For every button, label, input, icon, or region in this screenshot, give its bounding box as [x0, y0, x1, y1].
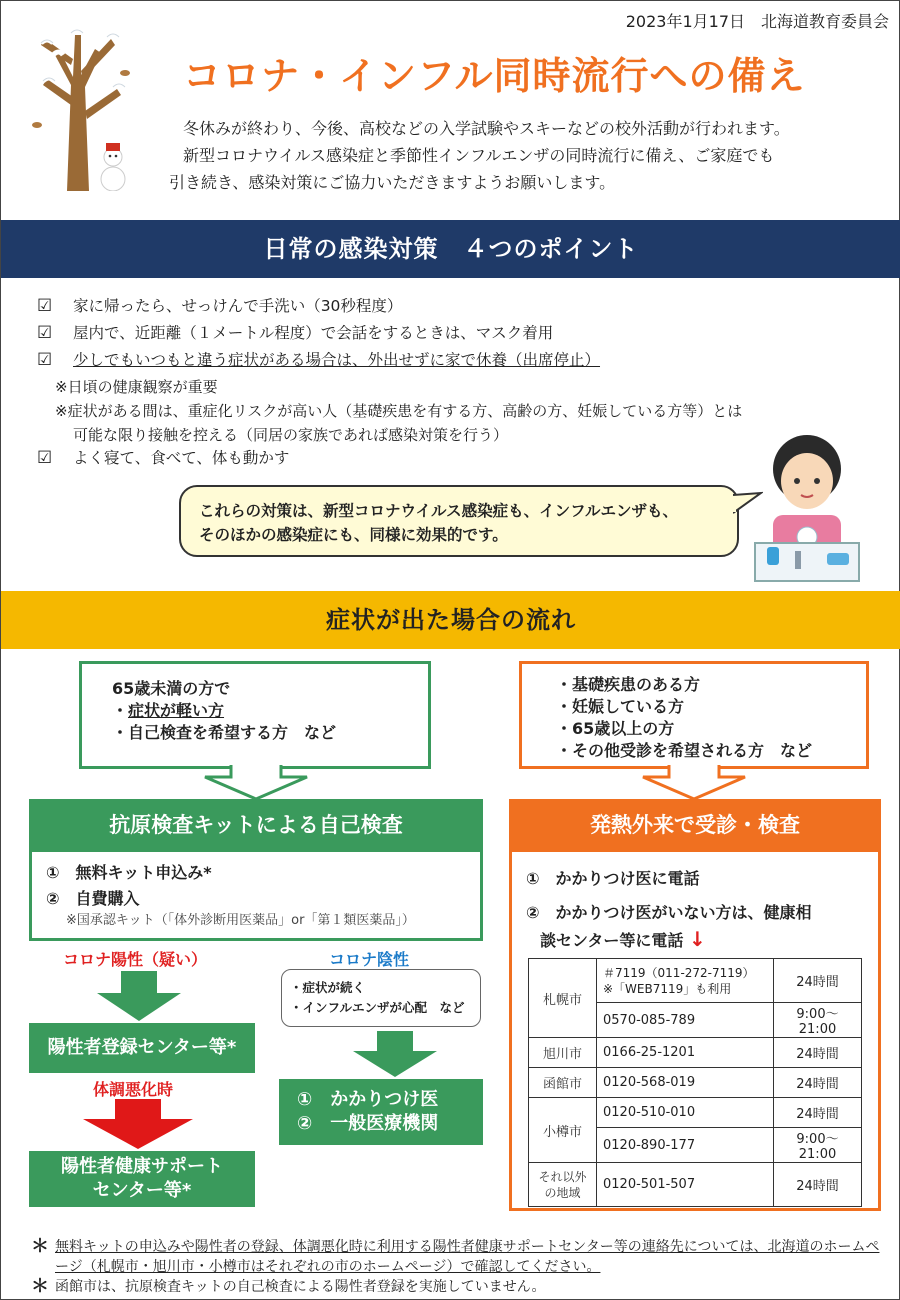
section-heading-symptom-flow: 症状が出た場合の流れ: [1, 591, 900, 649]
intro-line: 冬休みが終わり、今後、高校などの入学試験やスキーなどの校外活動が行われます。: [183, 119, 790, 138]
red-down-arrow-icon: [83, 1099, 193, 1149]
intro-line: 引き続き、感染対策にご協力いただきますようお願いします。: [169, 173, 616, 192]
speech-bubble: これらの対策は、新型コロナウイルス感染症も、インフルエンザも、 そのほかの感染症にも、同様に効果的です。: [179, 485, 739, 557]
footer-note-1: ＊ 無料キットの申込みや陽性者の登録、体調悪化時に利用する陽性者健康サポートセンター等の連絡先については、北海道のホームページ（札幌市・旭川市・小樽市はそれぞれの市のホームページ）で確認してください。: [31, 1236, 880, 1275]
winter-tree-illustration: [25, 15, 137, 191]
covid-positive-label: コロナ陽性（疑い）: [63, 950, 208, 969]
fever-outpatient-box: ① かかりつけ医に電話 ② かかりつけ医がいない方は、健康相 談センター等に電話 ↓: [509, 849, 881, 1211]
handwashing-girl-illustration: [747, 425, 867, 585]
checkbox-icon: ☑: [37, 350, 53, 370]
positive-registration-center-box: 陽性者登録センター等*: [29, 1023, 255, 1073]
point-item: ☑ 少しでもいつもと違う症状がある場合は、外出せずに家で休養（出席停止）: [37, 350, 601, 370]
fever-outpatient-header: 発熱外来で受診・検査: [509, 799, 881, 851]
issue-date: 2023年1月17日 北海道教育委員会: [625, 12, 889, 31]
point-note: ※症状がある間は、重症化リスクが高い人（基礎疾患を有する方、高齢の方、妊娠している方等）とは: [55, 402, 743, 420]
antigen-self-test-box: ① 無料キット申込み* ② 自費購入 ※国承認キット（「体外診断用医薬品」or「第１類医薬品」）: [29, 849, 483, 941]
consultation-phone-table: [528, 958, 862, 1207]
antigen-self-test-header: 抗原検査キットによる自己検査: [29, 799, 483, 851]
table-row: 小樽市 0120-510-010 24時間: [529, 1098, 862, 1128]
point-item: ☑ 屋内で、近距離（１メートル程度）で会話をするときは、マスク着用: [37, 323, 554, 343]
intro-text: [169, 115, 879, 196]
down-arrow-icon: [97, 971, 181, 1021]
page-title: コロナ・インフル同時流行への備え: [183, 54, 806, 98]
down-arrow-icon: [639, 765, 749, 799]
checkbox-icon: ☑: [37, 296, 53, 316]
under65-condition-box: 65歳未満の方で ・症状が軽い方 ・自己検査を希望する方 など: [79, 661, 431, 769]
point-item: ☑ 家に帰ったら、せっけんで手洗い（30秒程度）: [37, 296, 403, 316]
down-arrow-icon: [353, 1031, 437, 1077]
table-row: 0120-890-177 9:00～21:00: [529, 1128, 862, 1163]
intro-line: 新型コロナウイルス感染症と季節性インフルエンザの同時流行に備え、ご家庭でも: [183, 146, 775, 165]
positive-support-center-box: 陽性者健康サポート センター等*: [29, 1151, 255, 1207]
worsening-label: 体調悪化時: [93, 1080, 174, 1099]
down-arrow-icon: [201, 765, 311, 799]
high-risk-condition-box: ・基礎疾患のある方 ・妊娠している方 ・65歳以上の方 ・その他受診を希望される方 など: [519, 661, 869, 769]
footer-note-2: ＊ 函館市は、抗原検査キットの自己検査による陽性者登録を実施していません。: [31, 1276, 546, 1297]
asterisk-icon: ＊: [31, 1236, 49, 1257]
asterisk-icon: ＊: [31, 1276, 49, 1297]
checkbox-icon: ☑: [37, 448, 53, 468]
red-arrow-icon: ↓: [688, 927, 706, 951]
section-heading-prevention: 日常の感染対策 ４つのポイント: [1, 220, 900, 278]
doctor-box: ① かかりつけ医 ② 一般医療機関: [279, 1079, 483, 1145]
point-note: ※日頃の健康観察が重要: [55, 378, 218, 396]
checkbox-icon: ☑: [37, 323, 53, 343]
table-row: 旭川市 0166-25-1201 24時間: [529, 1038, 862, 1068]
table-row: 札幌市 ＃7119（011-272-7119） ※「WEB7119」も利用 24時間: [529, 959, 862, 1003]
table-row: それ以外 の地域 0120-501-507 24時間: [529, 1163, 862, 1207]
prevention-points: [37, 294, 857, 474]
table-row: 0570-085-789 9:00～21:00: [529, 1003, 862, 1038]
negative-condition-box: ・症状が続く ・インフルエンザが心配 など: [281, 969, 481, 1027]
covid-negative-label: コロナ陰性: [329, 950, 410, 969]
point-item: ☑ よく寝て、食べて、体も動かす: [37, 448, 290, 468]
point-note: 可能な限り接触を控える（同居の家族であれば感染対策を行う）: [73, 426, 509, 444]
table-row: 函館市 0120-568-019 24時間: [529, 1068, 862, 1098]
